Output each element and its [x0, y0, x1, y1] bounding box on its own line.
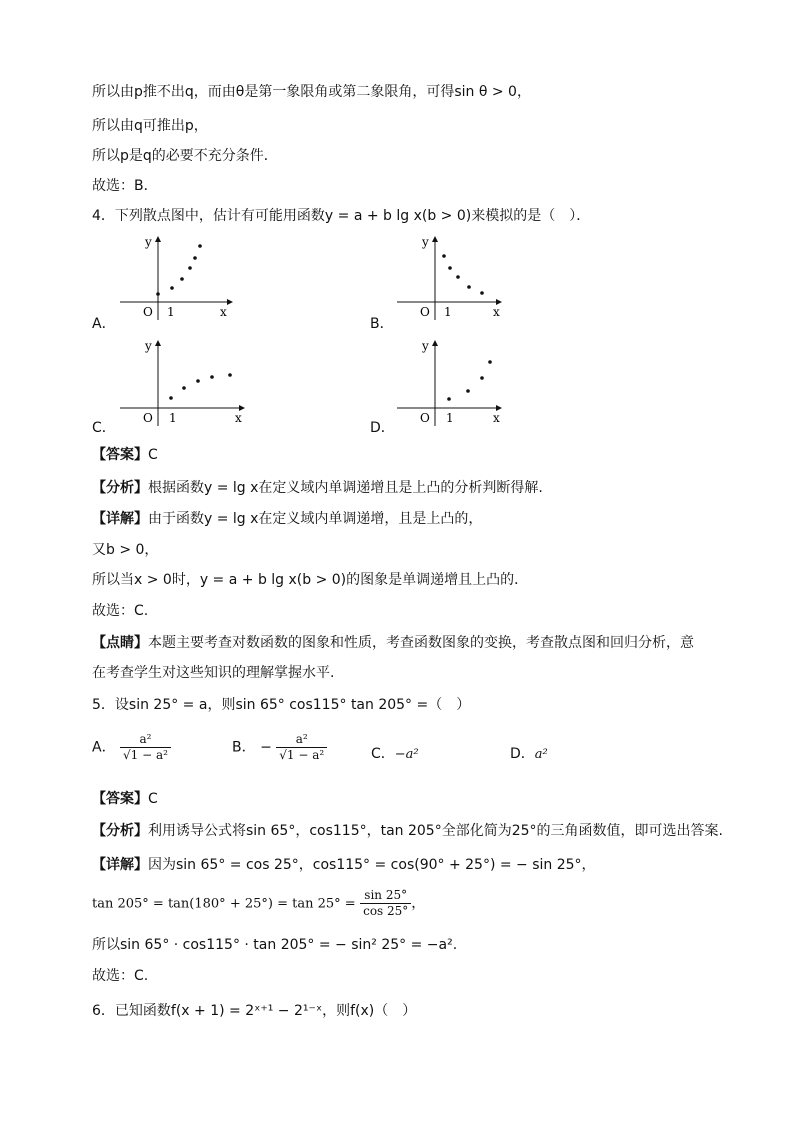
x-axis-label: x [220, 305, 227, 319]
analysis-text: 根据函数y = lg x在定义域内单调递增且是上凸的分析判断得解. [148, 480, 543, 496]
x-axis-label: x [493, 305, 500, 319]
detail-5c: 所以sin 65° · cos115° · tan 205° = − sin² 25° = −a². [92, 937, 458, 953]
select-4: 故选：C. [92, 603, 149, 619]
text-line-3: 所以p是q的必要不充分条件． [92, 148, 278, 164]
question-6: 6．已知函数f(x + 1) = 2ˣ⁺¹ − 2¹⁻ˣ，则f(x)（ ） [92, 1003, 417, 1019]
option-b-label: B． [370, 316, 394, 332]
question-4: 4．下列散点图中，估计有可能用函数y = a + b lg x(b > 0)来模拟的是（ ）． [92, 208, 591, 224]
y-axis-label: y [145, 339, 152, 353]
y-axis-label: y [422, 235, 429, 249]
tick-one-label: 1 [167, 305, 175, 319]
fraction-denominator: √1 − a² [279, 748, 325, 762]
analysis-5 [92, 821, 723, 841]
detail-5b [92, 888, 425, 919]
option-5-b [232, 732, 327, 763]
origin-label: O [143, 411, 153, 425]
x-axis-label: x [493, 411, 500, 425]
text-line-4: 故选：B． [92, 178, 158, 194]
select-5: 故选：C. [92, 968, 149, 984]
answer-value: C [148, 447, 158, 463]
x-axis-label: x [235, 411, 242, 425]
origin-label: O [420, 411, 430, 425]
scatter-plot-a [115, 232, 235, 324]
detail-text: 因为sin 65° = cos 25°，cos115° = cos(90° + 25°) = − sin 25°， [148, 857, 596, 873]
option-value: a² [534, 747, 548, 762]
scatter-plot-b [392, 232, 512, 324]
fraction-denominator: √1 − a² [123, 748, 168, 762]
question-5: 5．设sin 25° = a，则sin 65° cos115° tan 205° =（ ） [92, 697, 471, 713]
answer-tag: 【答案】 [92, 791, 148, 807]
tick-one-label: 1 [169, 411, 177, 425]
scatter-plot-c [115, 336, 250, 428]
detail-text: 由于函数y = lg x在定义域内单调递增，且是上凸的， [148, 511, 483, 527]
fraction-denominator: cos 25° [363, 904, 409, 918]
detail-4 [92, 509, 482, 529]
option-c-label: C． [92, 420, 116, 436]
tip-tag: 【点睛】 [92, 635, 148, 651]
option-5-a [92, 732, 171, 763]
fraction-numerator: sin 25° [360, 888, 411, 904]
detail-5 [92, 855, 596, 875]
answer-tag: 【答案】 [92, 447, 148, 463]
analysis-text: 利用诱导公式将sin 65°，cos115°，tan 205°全部化简为25°的三角函数值，即可选出答案. [148, 823, 723, 839]
formula-end: ， [411, 895, 426, 912]
analysis-tag: 【分析】 [92, 480, 148, 496]
fraction-numerator: a² [120, 732, 171, 748]
scatter-plot-d [392, 336, 512, 428]
tick-one-label: 1 [444, 305, 452, 319]
option-value: −a² [394, 747, 419, 762]
tip-4 [92, 633, 694, 653]
formula-lhs: tan 205° = tan(180° + 25°) = tan 25° = [92, 896, 356, 912]
option-d-label: D． [370, 420, 395, 436]
origin-label: O [420, 305, 430, 319]
origin-label: O [143, 305, 153, 319]
text-line-1: 所以由p推不出q，而由θ是第一象限角或第二象限角，可得sin θ > 0， [92, 84, 531, 100]
answer-5 [92, 789, 158, 809]
tip-text: 本题主要考查对数函数的图象和性质，考查函数图象的变换，考查散点图和回归分析，意 [148, 635, 694, 651]
tick-one-label: 1 [446, 411, 454, 425]
text-line-2: 所以由q可推出p， [92, 118, 208, 134]
y-axis-label: y [422, 339, 429, 353]
detail-4c: 所以当x > 0时，y = a + b lg x(b > 0)的图象是单调递增且上凸的． [92, 572, 529, 588]
detail-tag: 【详解】 [92, 857, 148, 873]
option-label: A． [92, 739, 116, 756]
answer-4 [92, 445, 158, 465]
fraction-numerator: a² [276, 732, 327, 748]
option-a-label: A． [92, 316, 116, 332]
detail-4b: 又b > 0， [92, 542, 159, 558]
tip-4-cont: 在考查学生对这些知识的理解掌握水平. [92, 665, 335, 681]
analysis-tag: 【分析】 [92, 823, 148, 839]
answer-value: C [148, 791, 158, 807]
analysis-4 [92, 478, 543, 498]
y-axis-label: y [145, 235, 152, 249]
option-label: B． [232, 739, 256, 756]
minus-sign: − [260, 739, 272, 756]
detail-tag: 【详解】 [92, 511, 148, 527]
option-5-d [510, 743, 548, 763]
option-5-c [371, 743, 419, 763]
option-label: C． [371, 746, 395, 762]
option-label: D． [510, 746, 535, 762]
